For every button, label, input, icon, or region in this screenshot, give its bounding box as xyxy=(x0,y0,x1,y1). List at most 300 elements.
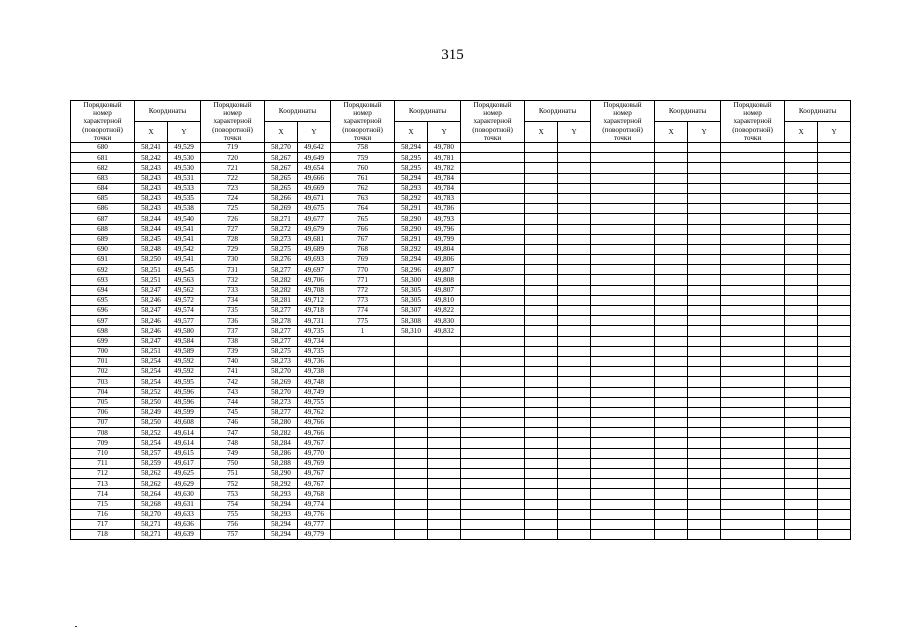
point-number-header-line: точки xyxy=(483,133,502,142)
table-row xyxy=(71,275,851,285)
x-coordinate-cell xyxy=(655,204,688,214)
point-number-cell: 766 xyxy=(331,224,395,234)
point-number-cell: 700 xyxy=(71,346,135,356)
point-number-header xyxy=(591,101,655,143)
x-coordinate-cell xyxy=(785,316,818,326)
x-coordinate-cell xyxy=(525,407,558,417)
x-coordinate-cell xyxy=(395,428,428,438)
y-coordinate-cell xyxy=(818,458,851,468)
y-coordinate-cell: 49,766 xyxy=(298,418,331,428)
x-coordinate-cell: 58,290 xyxy=(265,469,298,479)
point-number-cell: 757 xyxy=(201,530,265,540)
x-coordinate-cell: 58,247 xyxy=(135,306,168,316)
point-number-cell: 744 xyxy=(201,397,265,407)
x-coordinate-cell: 58,291 xyxy=(395,234,428,244)
y-coordinate-cell xyxy=(818,204,851,214)
point-number-cell: 728 xyxy=(201,234,265,244)
point-number-cell xyxy=(591,193,655,203)
point-number-cell xyxy=(721,509,785,519)
x-coordinate-cell xyxy=(655,295,688,305)
y-coordinate-cell xyxy=(688,153,721,163)
x-coordinate-cell: 58,277 xyxy=(265,306,298,316)
point-number-cell: 701 xyxy=(71,356,135,366)
x-coordinate-cell xyxy=(395,438,428,448)
x-coordinate-cell xyxy=(655,387,688,397)
y-coordinate-cell: 49,675 xyxy=(298,204,331,214)
x-coordinate-cell xyxy=(525,448,558,458)
y-coordinate-cell xyxy=(688,438,721,448)
point-number-cell: 686 xyxy=(71,204,135,214)
y-coordinate-cell xyxy=(558,306,591,316)
x-coordinate-cell xyxy=(655,519,688,529)
point-number-cell: 720 xyxy=(201,153,265,163)
x-coordinate-cell xyxy=(655,316,688,326)
x-coordinate-cell xyxy=(655,214,688,224)
y-coordinate-cell: 49,767 xyxy=(298,438,331,448)
point-number-cell: 718 xyxy=(71,530,135,540)
point-number-cell xyxy=(591,418,655,428)
point-number-cell: 731 xyxy=(201,265,265,275)
x-coordinate-cell: 58,293 xyxy=(265,489,298,499)
x-coordinate-cell xyxy=(395,356,428,366)
y-coordinate-cell: 49,589 xyxy=(168,346,201,356)
y-coordinate-cell: 49,545 xyxy=(168,265,201,275)
point-number-cell xyxy=(721,326,785,336)
point-number-cell: 689 xyxy=(71,234,135,244)
point-number-cell: 693 xyxy=(71,275,135,285)
x-coordinate-cell xyxy=(785,346,818,356)
point-number-cell: 706 xyxy=(71,407,135,417)
y-coordinate-cell: 49,731 xyxy=(298,316,331,326)
x-coordinate-cell xyxy=(395,509,428,519)
x-coordinate-cell xyxy=(785,204,818,214)
point-number-cell: 748 xyxy=(201,438,265,448)
point-number-cell: 741 xyxy=(201,367,265,377)
point-number-cell: 769 xyxy=(331,255,395,265)
y-coordinate-cell: 49,577 xyxy=(168,316,201,326)
y-coordinate-cell xyxy=(818,530,851,540)
x-coordinate-cell xyxy=(525,316,558,326)
y-header: Y xyxy=(428,122,461,143)
x-coordinate-cell xyxy=(785,163,818,173)
table-row xyxy=(71,285,851,295)
x-coordinate-cell xyxy=(525,163,558,173)
table-row xyxy=(71,469,851,479)
table-row xyxy=(71,143,851,153)
y-coordinate-cell xyxy=(818,234,851,244)
y-coordinate-cell xyxy=(818,183,851,193)
y-coordinate-cell xyxy=(558,519,591,529)
point-number-cell xyxy=(591,479,655,489)
y-coordinate-cell xyxy=(558,530,591,540)
y-coordinate-cell: 49,786 xyxy=(428,204,461,214)
y-coordinate-cell xyxy=(428,397,461,407)
x-header: X xyxy=(525,122,558,143)
point-number-cell xyxy=(721,265,785,275)
point-number-cell xyxy=(461,448,525,458)
y-coordinate-cell: 49,614 xyxy=(168,438,201,448)
point-number-header-line: (поворотной) xyxy=(602,125,643,134)
x-coordinate-cell xyxy=(655,265,688,275)
y-coordinate-cell xyxy=(818,153,851,163)
y-coordinate-cell: 49,629 xyxy=(168,479,201,489)
x-coordinate-cell: 58,270 xyxy=(265,367,298,377)
x-coordinate-cell xyxy=(395,458,428,468)
y-coordinate-cell xyxy=(688,387,721,397)
point-number-cell xyxy=(461,316,525,326)
y-coordinate-cell xyxy=(428,489,461,499)
y-coordinate-cell: 49,768 xyxy=(298,489,331,499)
y-coordinate-cell xyxy=(688,143,721,153)
point-number-header-line: номер xyxy=(613,109,632,118)
y-coordinate-cell: 49,769 xyxy=(298,458,331,468)
point-number-cell xyxy=(721,458,785,468)
point-number-cell xyxy=(331,346,395,356)
x-coordinate-cell xyxy=(655,530,688,540)
point-number-cell: 714 xyxy=(71,489,135,499)
point-number-cell: 739 xyxy=(201,346,265,356)
y-coordinate-cell xyxy=(558,153,591,163)
point-number-cell xyxy=(331,479,395,489)
point-number-cell xyxy=(591,509,655,519)
x-coordinate-cell xyxy=(785,469,818,479)
point-number-cell xyxy=(331,407,395,417)
y-coordinate-cell xyxy=(688,306,721,316)
y-coordinate-cell: 49,649 xyxy=(298,153,331,163)
x-coordinate-cell: 58,307 xyxy=(395,306,428,316)
y-coordinate-cell xyxy=(688,489,721,499)
y-header: Y xyxy=(818,122,851,143)
x-coordinate-cell: 58,275 xyxy=(265,244,298,254)
y-coordinate-cell: 49,766 xyxy=(298,428,331,438)
point-number-cell xyxy=(461,356,525,366)
y-coordinate-cell xyxy=(688,163,721,173)
x-coordinate-cell: 58,259 xyxy=(135,458,168,468)
y-coordinate-cell xyxy=(558,183,591,193)
y-coordinate-cell: 49,596 xyxy=(168,387,201,397)
point-number-cell xyxy=(591,316,655,326)
x-coordinate-cell xyxy=(785,255,818,265)
x-header: X xyxy=(265,122,298,143)
y-coordinate-cell: 49,776 xyxy=(298,509,331,519)
point-number-cell xyxy=(591,295,655,305)
point-number-cell xyxy=(461,407,525,417)
x-coordinate-cell xyxy=(655,407,688,417)
point-number-cell xyxy=(331,530,395,540)
point-number-cell: 691 xyxy=(71,255,135,265)
point-number-cell: 696 xyxy=(71,306,135,316)
table-row xyxy=(71,458,851,468)
point-number-header-line: (поворотной) xyxy=(472,125,513,134)
x-coordinate-cell xyxy=(785,367,818,377)
x-coordinate-cell: 58,267 xyxy=(265,163,298,173)
y-coordinate-cell xyxy=(558,458,591,468)
x-coordinate-cell: 58,241 xyxy=(135,143,168,153)
point-number-cell: 705 xyxy=(71,397,135,407)
y-coordinate-cell xyxy=(558,255,591,265)
point-number-cell xyxy=(591,438,655,448)
point-number-cell xyxy=(591,306,655,316)
table-row xyxy=(71,336,851,346)
point-number-cell: 764 xyxy=(331,204,395,214)
point-number-header-line: (поворотной) xyxy=(342,125,383,134)
y-coordinate-cell xyxy=(558,469,591,479)
point-number-cell: 759 xyxy=(331,153,395,163)
point-number-cell xyxy=(721,255,785,265)
y-coordinate-cell: 49,712 xyxy=(298,295,331,305)
x-coordinate-cell xyxy=(525,509,558,519)
x-coordinate-cell: 58,268 xyxy=(135,499,168,509)
x-coordinate-cell: 58,265 xyxy=(265,173,298,183)
point-number-cell xyxy=(721,346,785,356)
table-row xyxy=(71,438,851,448)
y-coordinate-cell: 49,530 xyxy=(168,163,201,173)
point-number-cell xyxy=(461,499,525,509)
point-number-cell: 742 xyxy=(201,377,265,387)
x-coordinate-cell: 58,244 xyxy=(135,224,168,234)
x-coordinate-cell: 58,267 xyxy=(265,153,298,163)
x-coordinate-cell xyxy=(525,234,558,244)
point-number-header-line: Порядковый xyxy=(733,101,772,109)
y-coordinate-cell: 49,530 xyxy=(168,153,201,163)
x-coordinate-cell: 58,292 xyxy=(395,244,428,254)
y-coordinate-cell xyxy=(818,214,851,224)
x-coordinate-cell xyxy=(525,469,558,479)
x-coordinate-cell xyxy=(525,153,558,163)
y-coordinate-cell xyxy=(818,295,851,305)
x-coordinate-cell: 58,282 xyxy=(265,428,298,438)
x-coordinate-cell xyxy=(525,255,558,265)
y-coordinate-cell xyxy=(558,397,591,407)
x-coordinate-cell: 58,252 xyxy=(135,387,168,397)
x-coordinate-cell: 58,247 xyxy=(135,336,168,346)
point-number-cell: 690 xyxy=(71,244,135,254)
point-number-cell xyxy=(461,244,525,254)
point-number-header-line: Порядковый xyxy=(473,101,512,109)
x-coordinate-cell xyxy=(525,499,558,509)
x-coordinate-cell: 58,252 xyxy=(135,428,168,438)
x-coordinate-cell: 58,270 xyxy=(265,143,298,153)
y-coordinate-cell xyxy=(818,255,851,265)
point-number-cell: 756 xyxy=(201,519,265,529)
y-coordinate-cell xyxy=(428,499,461,509)
point-number-cell: 770 xyxy=(331,265,395,275)
x-coordinate-cell xyxy=(655,438,688,448)
point-number-header-line: характерной xyxy=(603,117,642,126)
point-number-cell xyxy=(331,356,395,366)
x-coordinate-cell xyxy=(785,193,818,203)
point-number-header-line: (поворотной) xyxy=(732,125,773,134)
x-coordinate-cell xyxy=(785,143,818,153)
y-coordinate-cell: 49,807 xyxy=(428,285,461,295)
y-coordinate-cell: 49,563 xyxy=(168,275,201,285)
point-number-cell xyxy=(721,163,785,173)
point-number-cell: 743 xyxy=(201,387,265,397)
y-coordinate-cell: 49,636 xyxy=(168,519,201,529)
x-coordinate-cell: 58,272 xyxy=(265,224,298,234)
y-coordinate-cell xyxy=(428,519,461,529)
y-coordinate-cell xyxy=(688,458,721,468)
point-number-header xyxy=(201,101,265,143)
point-number-cell xyxy=(591,530,655,540)
point-number-header-line: Порядковый xyxy=(343,101,382,109)
table-row xyxy=(71,397,851,407)
y-coordinate-cell xyxy=(558,285,591,295)
y-coordinate-cell: 49,762 xyxy=(298,407,331,417)
point-number-cell xyxy=(591,458,655,468)
point-number-cell xyxy=(591,326,655,336)
x-coordinate-cell xyxy=(785,356,818,366)
y-coordinate-cell xyxy=(818,448,851,458)
y-coordinate-cell xyxy=(688,183,721,193)
y-coordinate-cell: 49,562 xyxy=(168,285,201,295)
y-coordinate-cell xyxy=(688,336,721,346)
x-coordinate-cell xyxy=(395,407,428,417)
x-coordinate-cell xyxy=(525,377,558,387)
x-coordinate-cell xyxy=(655,336,688,346)
point-number-header-line: точки xyxy=(743,133,762,142)
point-number-cell xyxy=(591,173,655,183)
y-coordinate-cell xyxy=(818,377,851,387)
table-row xyxy=(71,530,851,540)
point-number-cell: 730 xyxy=(201,255,265,265)
y-coordinate-cell xyxy=(558,316,591,326)
point-number-cell: 749 xyxy=(201,448,265,458)
y-coordinate-cell xyxy=(558,489,591,499)
y-coordinate-cell xyxy=(558,163,591,173)
point-number-cell: 712 xyxy=(71,469,135,479)
y-coordinate-cell: 49,804 xyxy=(428,244,461,254)
y-coordinate-cell: 49,599 xyxy=(168,407,201,417)
point-number-cell xyxy=(591,336,655,346)
x-coordinate-cell: 58,243 xyxy=(135,193,168,203)
point-number-cell: 698 xyxy=(71,326,135,336)
point-number-cell: 709 xyxy=(71,438,135,448)
point-number-cell xyxy=(461,346,525,356)
point-number-header-line: характерной xyxy=(343,117,382,126)
y-coordinate-cell xyxy=(688,469,721,479)
x-coordinate-cell: 58,290 xyxy=(395,224,428,234)
y-coordinate-cell: 49,822 xyxy=(428,306,461,316)
point-number-header-line: номер xyxy=(93,109,112,118)
x-coordinate-cell: 58,254 xyxy=(135,377,168,387)
point-number-cell xyxy=(461,428,525,438)
x-coordinate-cell: 58,277 xyxy=(265,407,298,417)
x-header: X xyxy=(785,122,818,143)
y-coordinate-cell xyxy=(818,285,851,295)
y-coordinate-cell xyxy=(428,367,461,377)
point-number-cell xyxy=(461,295,525,305)
y-coordinate-cell xyxy=(818,469,851,479)
point-number-cell: 681 xyxy=(71,153,135,163)
point-number-cell xyxy=(331,397,395,407)
point-number-header-line: характерной xyxy=(733,117,772,126)
y-coordinate-cell: 49,669 xyxy=(298,183,331,193)
y-coordinate-cell: 49,574 xyxy=(168,306,201,316)
y-coordinate-cell xyxy=(818,143,851,153)
point-number-header-line: (поворотной) xyxy=(212,125,253,134)
y-coordinate-cell: 49,807 xyxy=(428,265,461,275)
x-header: X xyxy=(655,122,688,143)
y-coordinate-cell xyxy=(688,326,721,336)
point-number-cell: 774 xyxy=(331,306,395,316)
point-number-cell: 765 xyxy=(331,214,395,224)
y-coordinate-cell: 49,810 xyxy=(428,295,461,305)
y-coordinate-cell xyxy=(428,356,461,366)
x-coordinate-cell: 58,282 xyxy=(265,275,298,285)
x-coordinate-cell: 58,278 xyxy=(265,316,298,326)
point-number-cell xyxy=(721,316,785,326)
table-row xyxy=(71,316,851,326)
table-row xyxy=(71,306,851,316)
point-number-cell: 729 xyxy=(201,244,265,254)
y-coordinate-cell xyxy=(688,509,721,519)
y-coordinate-cell xyxy=(688,530,721,540)
point-number-cell xyxy=(591,255,655,265)
y-coordinate-cell: 49,541 xyxy=(168,255,201,265)
y-coordinate-cell: 49,708 xyxy=(298,285,331,295)
point-number-cell xyxy=(461,306,525,316)
x-coordinate-cell: 58,295 xyxy=(395,153,428,163)
y-coordinate-cell xyxy=(688,285,721,295)
point-number-cell xyxy=(721,438,785,448)
point-number-cell xyxy=(721,143,785,153)
y-coordinate-cell: 49,832 xyxy=(428,326,461,336)
point-number-cell: 711 xyxy=(71,458,135,468)
x-coordinate-cell xyxy=(525,458,558,468)
y-coordinate-cell xyxy=(558,367,591,377)
point-number-cell xyxy=(591,183,655,193)
x-coordinate-cell xyxy=(655,285,688,295)
y-coordinate-cell xyxy=(688,244,721,254)
point-number-cell xyxy=(721,295,785,305)
point-number-header-line: точки xyxy=(613,133,632,142)
x-coordinate-cell: 58,250 xyxy=(135,255,168,265)
point-number-cell xyxy=(591,234,655,244)
y-coordinate-cell xyxy=(818,306,851,316)
point-number-cell xyxy=(591,346,655,356)
point-number-cell xyxy=(461,530,525,540)
x-coordinate-cell: 58,292 xyxy=(265,479,298,489)
y-coordinate-cell: 49,639 xyxy=(168,530,201,540)
point-number-cell: 775 xyxy=(331,316,395,326)
x-coordinate-cell: 58,251 xyxy=(135,346,168,356)
x-coordinate-cell xyxy=(785,295,818,305)
table-row xyxy=(71,173,851,183)
y-coordinate-cell xyxy=(688,499,721,509)
point-number-cell xyxy=(461,438,525,448)
x-coordinate-cell xyxy=(655,428,688,438)
point-number-cell: 763 xyxy=(331,193,395,203)
x-coordinate-cell xyxy=(395,346,428,356)
point-number-cell xyxy=(331,458,395,468)
coordinates-header: Координаты xyxy=(395,101,461,122)
y-coordinate-cell xyxy=(688,316,721,326)
y-coordinate-cell xyxy=(688,397,721,407)
x-coordinate-cell: 58,277 xyxy=(265,336,298,346)
point-number-cell: 713 xyxy=(71,479,135,489)
x-coordinate-cell: 58,266 xyxy=(265,193,298,203)
y-coordinate-cell xyxy=(558,407,591,417)
x-coordinate-cell: 58,246 xyxy=(135,326,168,336)
point-number-cell xyxy=(331,336,395,346)
table-row xyxy=(71,377,851,387)
point-number-cell xyxy=(591,377,655,387)
y-header: Y xyxy=(298,122,331,143)
x-coordinate-cell xyxy=(785,448,818,458)
point-number-header-line: точки xyxy=(223,133,242,142)
y-coordinate-cell: 49,755 xyxy=(298,397,331,407)
